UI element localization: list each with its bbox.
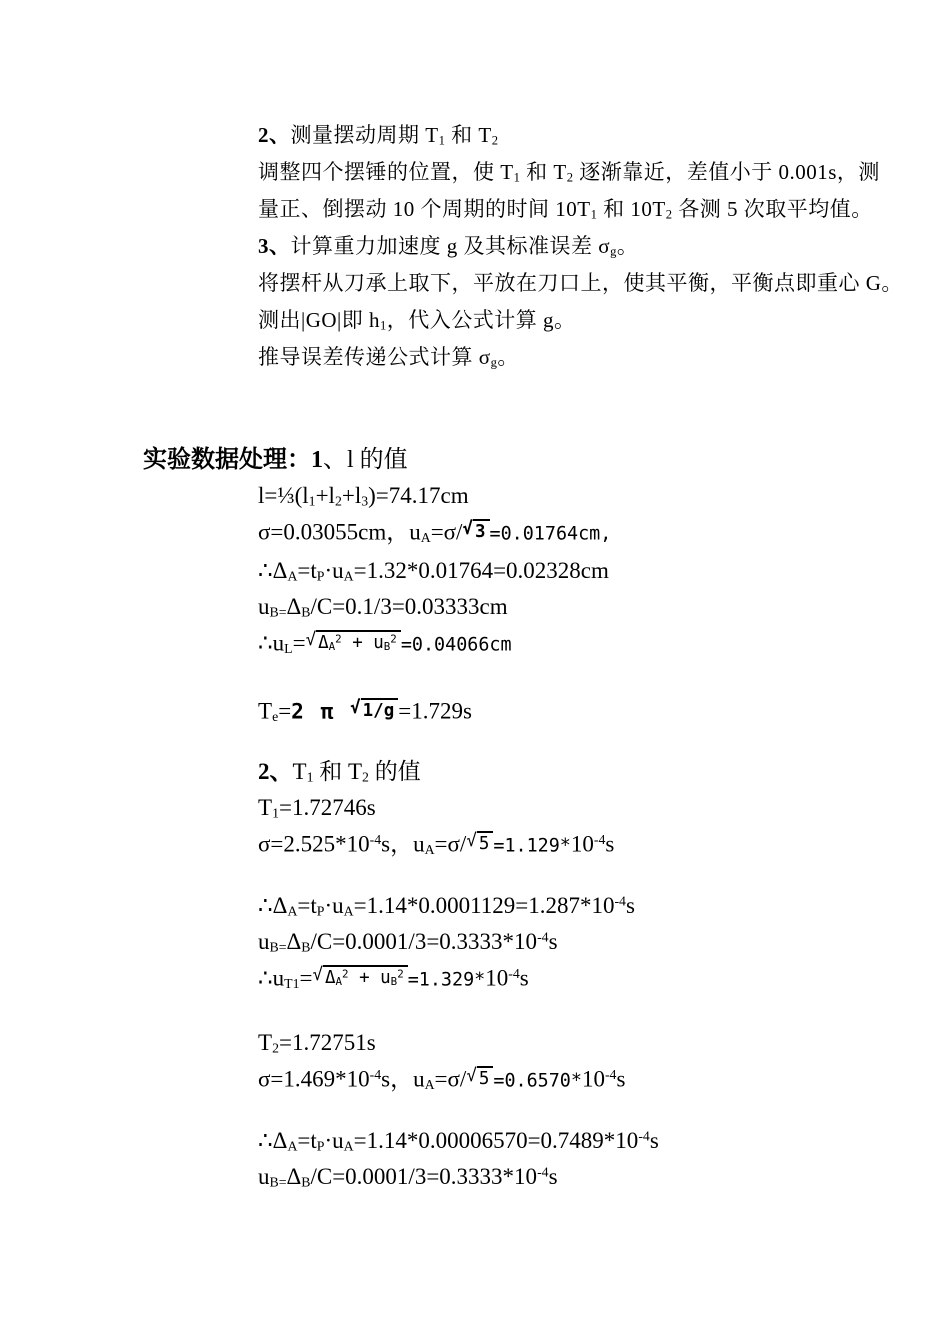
text-run: +l bbox=[315, 483, 335, 508]
text-run: 3 bbox=[474, 522, 486, 542]
text-run: A bbox=[343, 903, 354, 919]
text-run: =σ/ bbox=[430, 519, 463, 545]
text-run: 2 π bbox=[291, 698, 351, 724]
formula-t2-delta-a bbox=[258, 1123, 950, 1159]
text-run: s bbox=[649, 1127, 659, 1153]
text-run: /C=0.0001/3=0.3333*10 bbox=[310, 929, 538, 955]
text-run: Δ bbox=[286, 1163, 302, 1189]
text-run: + u bbox=[348, 968, 391, 989]
radical-expression bbox=[312, 960, 407, 996]
text-run: s bbox=[616, 1066, 626, 1092]
text-run: 。 bbox=[616, 234, 639, 258]
text-run: σ=2.525*10 bbox=[258, 831, 370, 857]
text-run: L bbox=[284, 640, 293, 656]
text-run: =0.04066cm bbox=[400, 634, 512, 656]
heading-plain-part: 、l 的值 bbox=[323, 447, 408, 473]
text-run: A bbox=[343, 568, 354, 584]
text-run: 2 bbox=[491, 133, 499, 148]
text-run: 5 bbox=[478, 833, 490, 854]
text-run: ·u bbox=[324, 1127, 344, 1153]
text-run: 2 bbox=[272, 1040, 279, 1056]
text-run: ∴u bbox=[258, 966, 285, 992]
text-run: ·u bbox=[324, 893, 344, 919]
text-run: 和 T bbox=[520, 160, 567, 184]
text-run: +l bbox=[341, 483, 362, 508]
procedure-step2-body-line2 bbox=[258, 191, 950, 228]
text-run: =1.729s bbox=[398, 698, 472, 724]
text-run: =1.329* bbox=[407, 970, 486, 992]
formula-l-mean bbox=[258, 478, 950, 514]
text-run: -4 bbox=[604, 1067, 617, 1083]
text-run: -4 bbox=[508, 966, 520, 982]
formula-t1-delta-a bbox=[258, 888, 950, 924]
text-run: 1 bbox=[438, 133, 446, 148]
text-run: 各测 5 次取平均值。 bbox=[672, 197, 873, 221]
radical-body bbox=[477, 831, 494, 854]
heading-bold-part: 实验数据处理：1 bbox=[143, 447, 323, 473]
text-run: B bbox=[301, 939, 311, 955]
formula-t2 bbox=[258, 1025, 950, 1061]
radical-body bbox=[473, 519, 490, 542]
formula-t1-ub bbox=[258, 924, 950, 960]
radical-expression bbox=[466, 826, 493, 862]
text-run: 调整四个摆锤的位置，使 T bbox=[258, 160, 514, 184]
text-run: e bbox=[272, 709, 279, 725]
text-run: -4 bbox=[369, 831, 382, 847]
text-run: P bbox=[316, 1138, 325, 1154]
text-run: ∴Δ bbox=[258, 893, 288, 919]
text-run: 2 bbox=[342, 968, 349, 982]
text-run: 2、 bbox=[258, 123, 291, 147]
text-run: 计算重力加速度 g 及其标准误差 σ bbox=[290, 234, 611, 258]
formula-t2-ub bbox=[258, 1159, 950, 1195]
procedure-step3-body-line2 bbox=[258, 302, 950, 339]
text-run: u bbox=[258, 929, 270, 955]
radical-sign: √ bbox=[466, 830, 477, 851]
text-run: 逐渐靠近，差值小于 0.001s，测 bbox=[573, 160, 880, 184]
text-run: 5 bbox=[478, 1069, 490, 1090]
text-run: 3 bbox=[361, 493, 369, 509]
text-run: 1 bbox=[590, 207, 598, 222]
text-run: 2 bbox=[334, 493, 342, 509]
text-run: B= bbox=[269, 1174, 287, 1190]
text-run: B= bbox=[269, 604, 287, 620]
text-run: Δ bbox=[324, 968, 336, 989]
radical-body bbox=[323, 965, 408, 988]
text-run: 10 bbox=[485, 966, 509, 992]
text-run: T1 bbox=[284, 976, 300, 992]
text-run: B bbox=[390, 975, 398, 989]
text-run: 。 bbox=[497, 345, 519, 369]
text-run: ∴Δ bbox=[258, 1127, 288, 1153]
text-run: = bbox=[278, 698, 292, 724]
text-run: A bbox=[335, 975, 343, 989]
text-run: 2 bbox=[665, 207, 673, 222]
text-run: 和 T bbox=[445, 123, 492, 147]
formula-l-ul bbox=[258, 625, 950, 664]
text-run: u bbox=[258, 1163, 270, 1189]
text-run: =1.72751s bbox=[278, 1030, 376, 1056]
radical-expression bbox=[466, 1061, 493, 1097]
text-run: =t bbox=[297, 893, 317, 919]
text-run: 1 bbox=[308, 493, 316, 509]
text-run: =0.6570* bbox=[493, 1070, 582, 1092]
text-run: s，u bbox=[381, 1066, 425, 1092]
text-run: Δ bbox=[286, 929, 302, 955]
text-run: T bbox=[292, 758, 307, 784]
text-run: 测出|GO|即 h bbox=[258, 308, 380, 332]
text-run: =t bbox=[297, 1127, 317, 1153]
radical-sign: √ bbox=[466, 1065, 477, 1086]
text-run: =t bbox=[297, 557, 317, 583]
text-run: 2 bbox=[397, 968, 404, 982]
text-run: 2 bbox=[566, 170, 574, 185]
text-run: =σ/ bbox=[434, 831, 467, 857]
text-run: 1/g bbox=[362, 701, 395, 722]
text-run: =1.14*0.0001129=1.287*10 bbox=[353, 893, 615, 919]
text-run: B= bbox=[269, 939, 287, 955]
text-run: =1.32*0.01764=0.02328cm bbox=[353, 557, 609, 583]
text-run: A bbox=[343, 1138, 354, 1154]
text-run: -4 bbox=[638, 1128, 650, 1144]
formula-t1 bbox=[258, 790, 950, 826]
data-processing-heading bbox=[143, 442, 950, 478]
text-run: s bbox=[625, 893, 635, 919]
text-run: 3、 bbox=[258, 234, 291, 258]
text-run: σ=1.469*10 bbox=[258, 1066, 370, 1092]
formula-t2-sigma-ua bbox=[258, 1061, 950, 1100]
text-run: 测量摆动周期 T bbox=[290, 123, 439, 147]
text-run: = bbox=[292, 630, 306, 656]
text-run: Δ bbox=[318, 632, 329, 653]
text-run: =1.14*0.00006570=0.7489*10 bbox=[353, 1127, 639, 1153]
text-run: A bbox=[328, 639, 336, 653]
procedure-step2-title bbox=[258, 117, 950, 154]
text-run: l=⅓(l bbox=[258, 483, 309, 508]
text-run: s，u bbox=[381, 831, 425, 857]
text-run: 1 bbox=[513, 170, 521, 185]
radical-expression bbox=[462, 514, 489, 550]
text-run: 1 bbox=[272, 805, 279, 821]
radical-sign: √ bbox=[305, 629, 317, 650]
text-run: g bbox=[490, 355, 498, 370]
text-run: 10 bbox=[581, 1066, 605, 1092]
text-run: A bbox=[424, 1077, 435, 1093]
text-run: σ=0.03055cm，u bbox=[258, 519, 421, 545]
text-run: /C=0.0001/3=0.3333*10 bbox=[310, 1163, 538, 1189]
text-run: ∴u bbox=[258, 630, 285, 656]
procedure-step2-body-line1 bbox=[258, 154, 950, 191]
text-run: 2 bbox=[390, 632, 397, 646]
formula-t1-sigma-ua bbox=[258, 826, 950, 865]
text-run: A bbox=[424, 841, 435, 857]
radical-body bbox=[361, 698, 399, 721]
text-run: A bbox=[287, 1138, 298, 1154]
text-run: B bbox=[301, 604, 311, 620]
radical-sign: √ bbox=[312, 965, 323, 986]
text-run: s bbox=[605, 831, 615, 857]
text-run: 量正、倒摆动 10 个周期的时间 10T bbox=[258, 197, 591, 221]
text-run: -4 bbox=[593, 831, 606, 847]
text-run: B bbox=[301, 1174, 311, 1190]
text-run: =σ/ bbox=[434, 1066, 467, 1092]
text-run: g bbox=[610, 244, 617, 259]
text-run: Δ bbox=[286, 593, 302, 619]
text-run: P bbox=[316, 568, 325, 584]
formula-t1-ut1 bbox=[258, 960, 950, 999]
formula-l-sigma-ua bbox=[258, 514, 950, 553]
radical-expression bbox=[350, 693, 398, 729]
text-run: =1.72746s bbox=[278, 794, 376, 820]
text-run: T bbox=[258, 698, 273, 724]
radical-expression bbox=[306, 625, 401, 661]
text-run: =1.129* bbox=[493, 835, 571, 857]
text-run: 将摆杆从刀承上取下，平放在刀口上，使其平衡，平衡点即重心 G。 bbox=[258, 271, 903, 295]
text-run: 2 bbox=[362, 769, 369, 785]
text-run: ，代入公式计算 g。 bbox=[386, 308, 576, 332]
text-run: B bbox=[383, 639, 391, 653]
section-t-values-title bbox=[258, 754, 950, 790]
text-run: 和 T bbox=[313, 758, 363, 784]
text-run: =0.01764cm, bbox=[489, 523, 612, 545]
text-run: + u bbox=[341, 632, 384, 653]
text-run: s bbox=[548, 1163, 558, 1189]
text-run: 2、 bbox=[258, 758, 293, 784]
text-run: = bbox=[299, 966, 313, 992]
text-run: 推导误差传递公式计算 σ bbox=[258, 345, 491, 369]
formula-l-delta-a bbox=[258, 553, 950, 589]
radical-sign: √ bbox=[462, 518, 473, 539]
text-run: /C=0.1/3=0.03333cm bbox=[310, 593, 508, 619]
text-run: T bbox=[258, 1030, 273, 1056]
text-run: 2 bbox=[335, 632, 342, 646]
text-run: 10 bbox=[570, 831, 594, 857]
procedure-step3-body-line3 bbox=[258, 339, 950, 376]
text-run: s bbox=[519, 966, 529, 992]
procedure-step3-title bbox=[258, 228, 950, 265]
text-run: -4 bbox=[537, 1164, 549, 1180]
text-run: ∴Δ bbox=[258, 557, 288, 583]
text-run: ·u bbox=[324, 557, 344, 583]
text-run: )=74.17cm bbox=[368, 483, 469, 508]
radical-sign: √ bbox=[350, 698, 361, 719]
formula-te bbox=[258, 693, 950, 730]
text-run: -4 bbox=[614, 893, 626, 909]
text-run: -4 bbox=[369, 1067, 382, 1083]
text-run: 1 bbox=[306, 769, 314, 785]
text-run: A bbox=[287, 903, 298, 919]
radical-body bbox=[477, 1066, 494, 1089]
text-run: s bbox=[548, 929, 558, 955]
formula-l-ub bbox=[258, 589, 950, 625]
text-run: u bbox=[258, 593, 270, 619]
procedure-step3-body-line1 bbox=[258, 265, 950, 302]
text-run: A bbox=[287, 568, 298, 584]
text-run: T bbox=[258, 794, 273, 820]
text-run: -4 bbox=[537, 929, 549, 945]
text-run: P bbox=[316, 903, 325, 919]
radical-body bbox=[316, 630, 401, 653]
text-run: A bbox=[420, 530, 431, 546]
text-run: 的值 bbox=[368, 758, 421, 784]
text-run: 1 bbox=[380, 318, 387, 333]
text-run: 和 10T bbox=[597, 197, 666, 221]
